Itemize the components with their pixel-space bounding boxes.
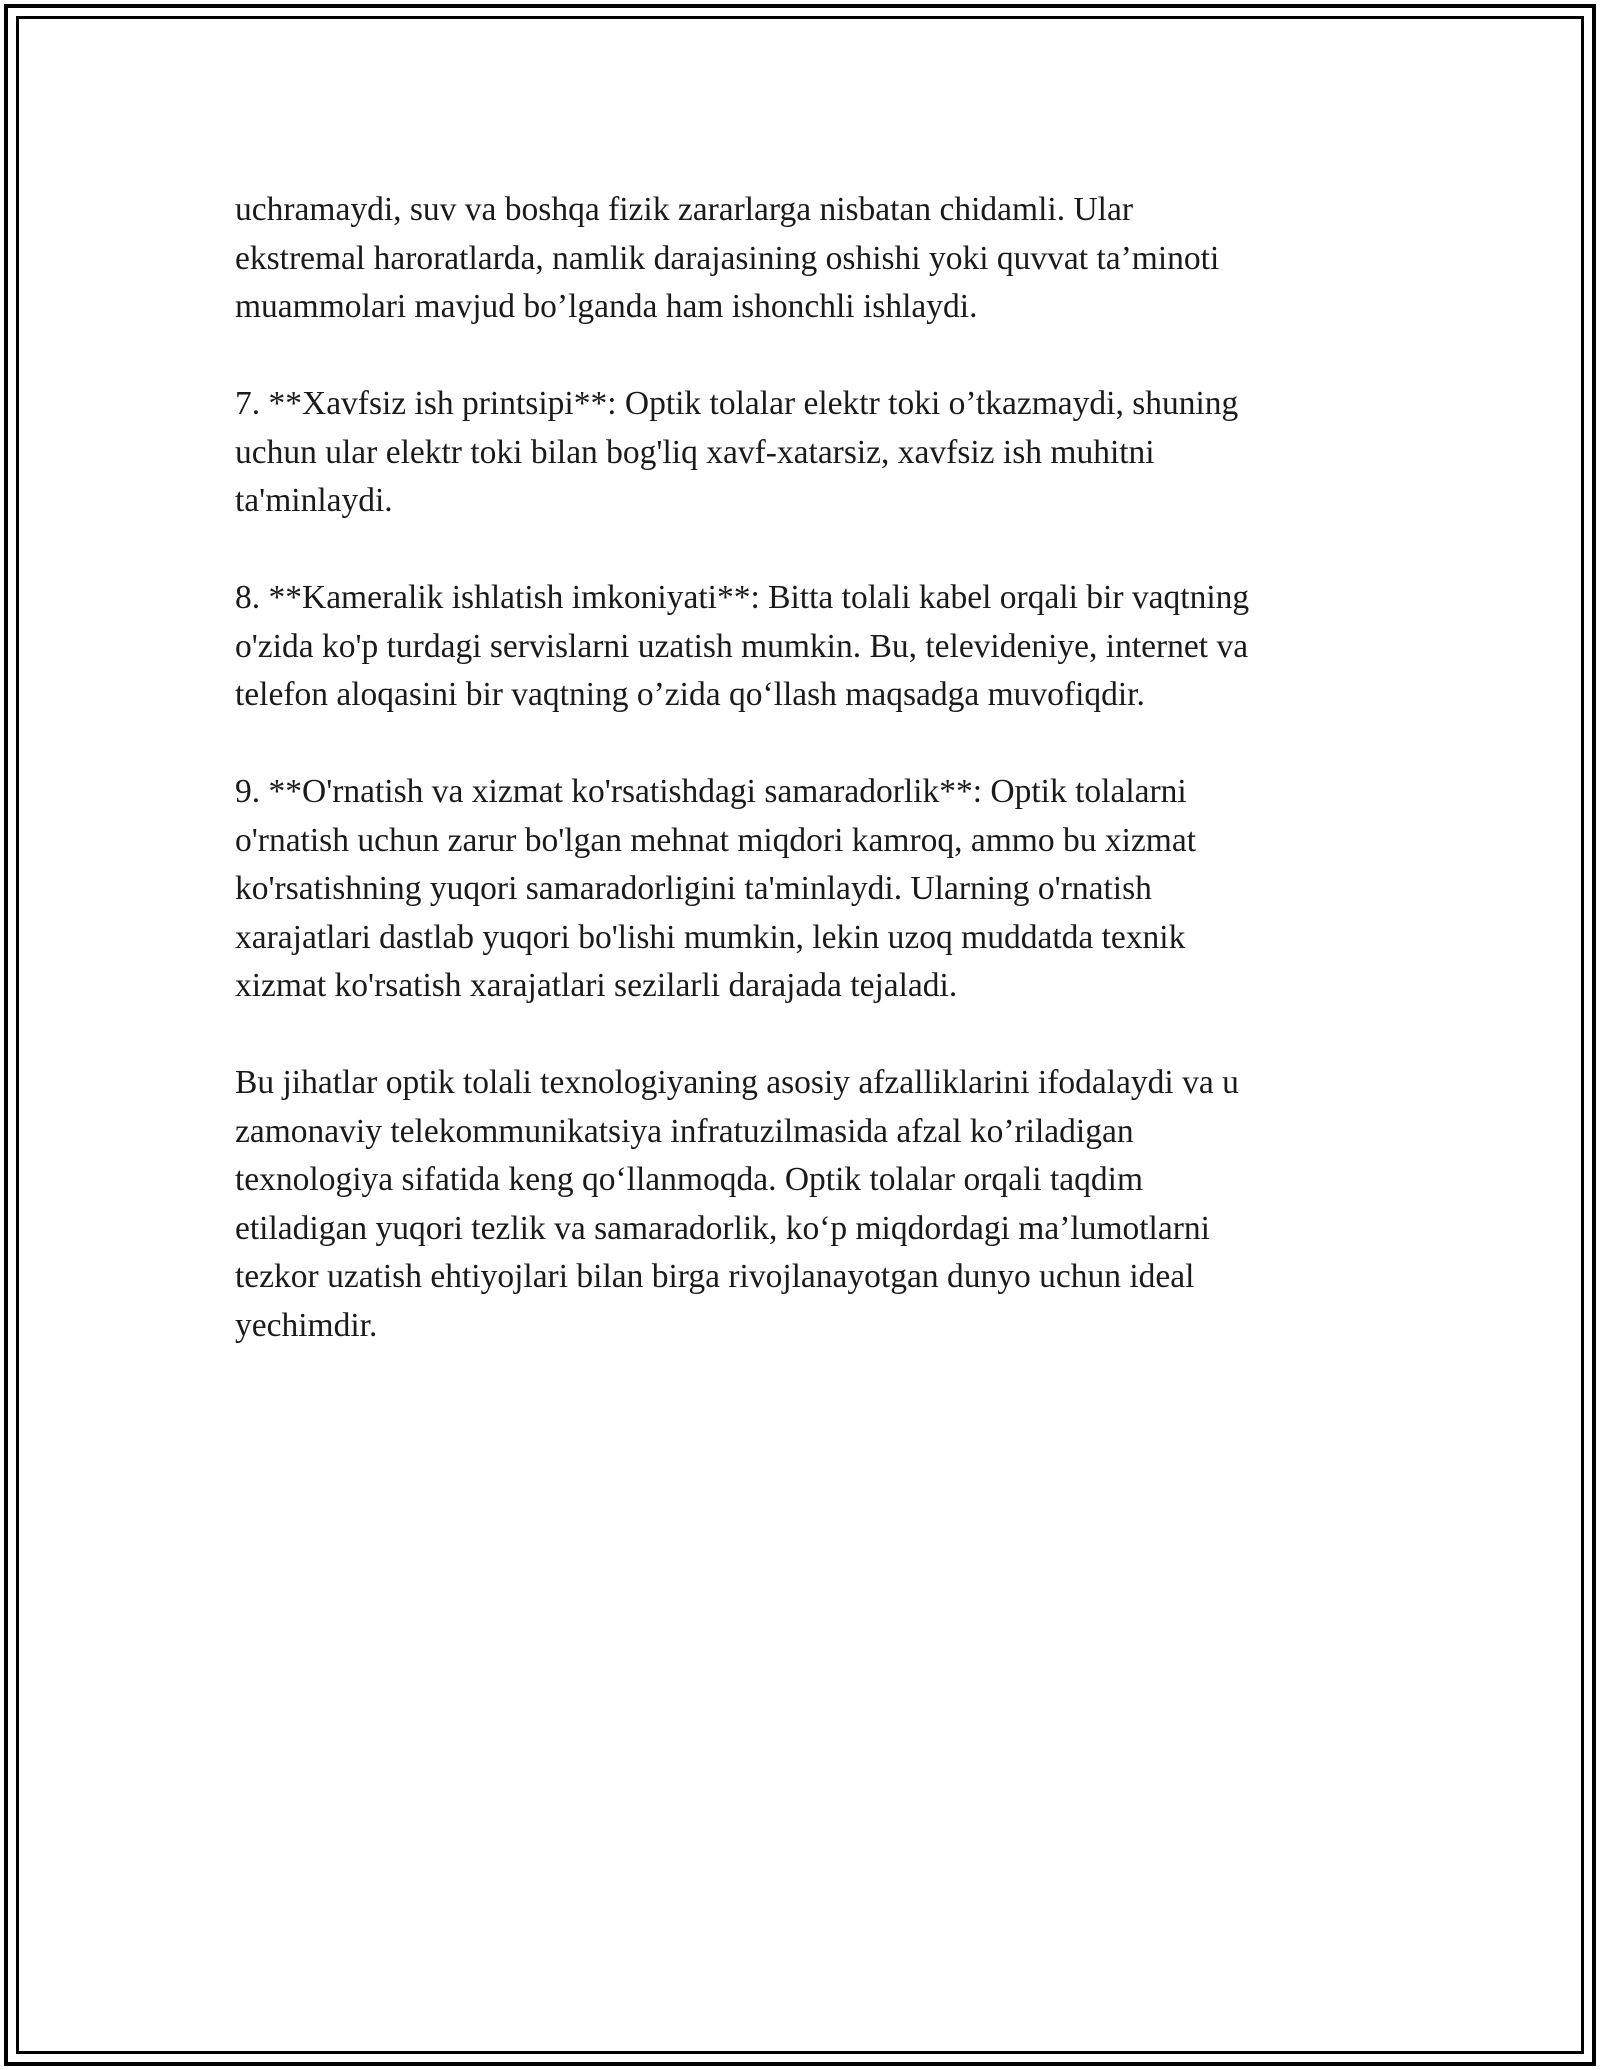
paragraph-item-7: 7. **Xavfsiz ish printsipi**: Optik tolalar elektr toki o’tkazmaydi, shuning uchun ular elektr toki bilan bog'liq xavf-xatarsiz, xavfsiz ish muhitni ta'minlaydi. [235,385,1239,519]
paragraph-item-9: 9. **O'rnatish va xizmat ko'rsatishdagi samaradorlik**: Optik tolalarni o'rnatish uchun zarur bo'lgan mehnat miqdori kamroq, ammo bu xizmat ko'rsatishning yuqori samaradorligini ta'minlaydi. Ularning o'rnatish xarajatlari dastlab yuqori bo'lishi mumkin, lekin uzoq muddatda texnik xizmat ko'rsatish xarajatlari sezilarli darajada tejaladi. [235,773,1196,1004]
paragraph-conclusion: Bu jihatlar optik tolali texnologiyaning asosiy afzalliklarini ifodalaydi va u zamonaviy telekommunikatsiya infratuzilmasida afzal ko’riladigan texnologiya sifatida keng qo‘llanmoqda. Optik tolalar orqali taqdim etiladigan yuqori tezlik va samaradorlik, ko‘p miqdordagi ma’lumotlarni tezkor uzatish ehtiyojlari bilan birga rivojlanayotgan dunyo uchun ideal yechimdir. [235,1064,1239,1344]
paragraph-continuation: uchramaydi, suv va boshqa fizik zararlarga nisbatan chidamli. Ular ekstremal haroratlarda, namlik darajasining oshishi yoki quvvat ta’minoti muammolari mavjud bo’lganda ham ishonchli ishlaydi. [235,191,1220,325]
paragraph-item-8: 8. **Kameralik ishlatish imkoniyati**: Bitta tolali kabel orqali bir vaqtning o'zida ko'p turdagi servislarni uzatish mumkin. Bu, televideniye, internet va telefon aloqasini bir vaqtning o’zida qo‘llash maqsadga muvofiqdir. [235,579,1250,713]
document-body [235,186,1375,1399]
